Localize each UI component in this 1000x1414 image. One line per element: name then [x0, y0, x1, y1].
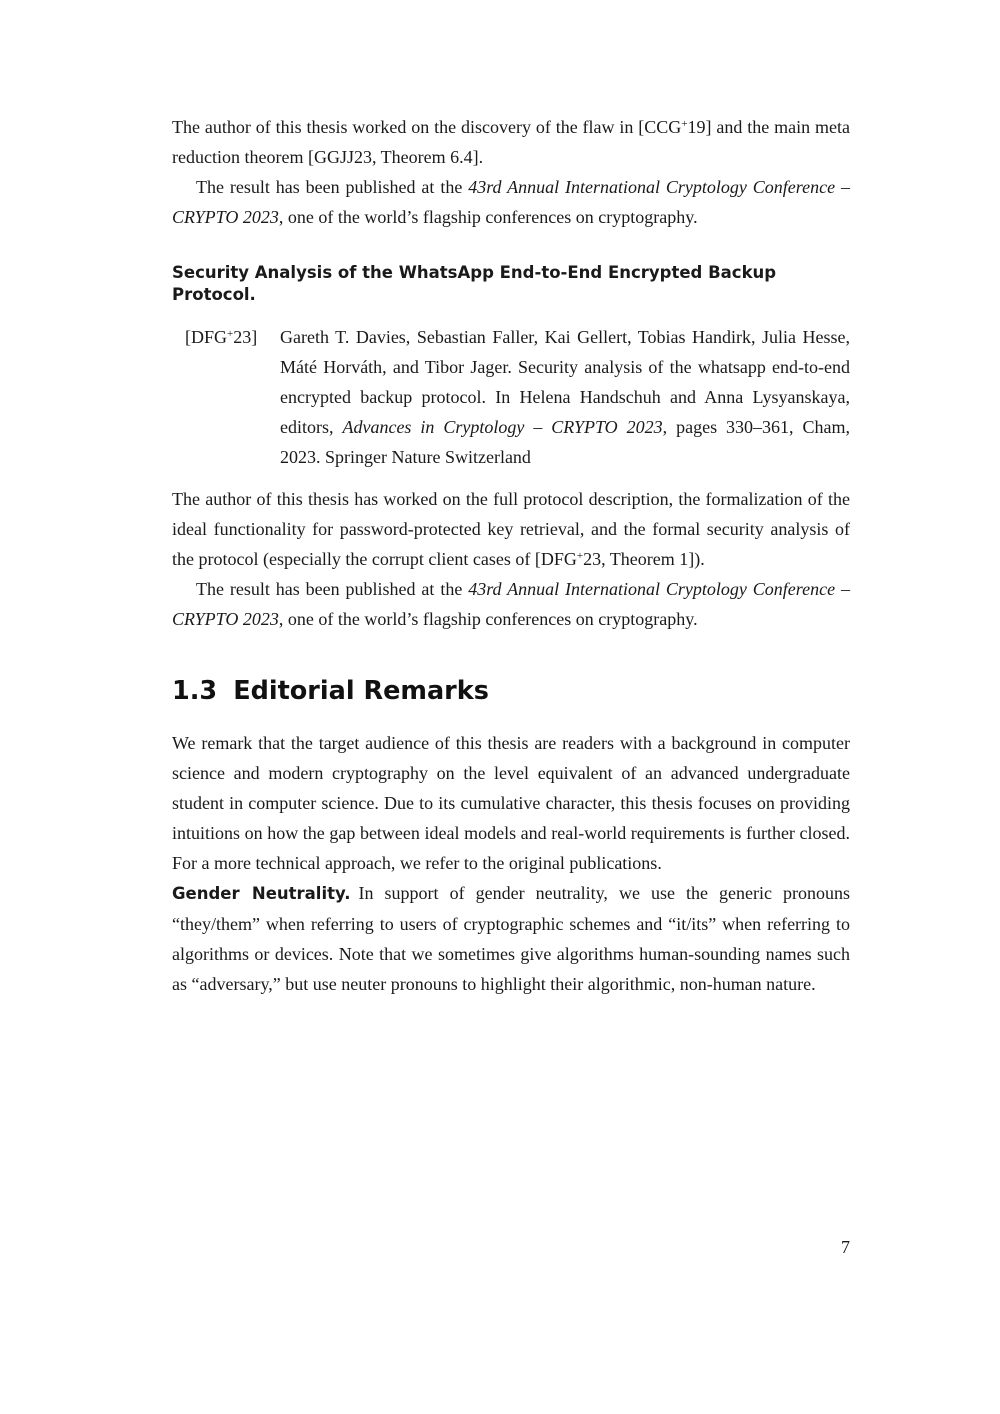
- text-segment: [DFG: [185, 327, 228, 347]
- text-segment: , pages 330–361, Cham, 2023. Springer Nature Switzerland: [280, 417, 851, 467]
- bib-citation-label: [185, 322, 257, 352]
- paragraph-author-contribution-2: [172, 484, 850, 574]
- section-heading-editorial-remarks: [172, 676, 850, 706]
- text-segment: Gareth T. Davies, Sebastian Faller, Kai Gellert, Tobias Handirk, Julia Hesse, Máté Horváth, and Tibor Jager. Security analysis of the whatsapp end-to-end encrypted backup protocol. In Helena Handschuh and Anna Lysyanskaya, editors,: [280, 327, 850, 437]
- paragraph-author-contribution-1: [172, 112, 850, 172]
- italic-proceedings-title: Advances in Cryptology – CRYPTO 2023: [342, 417, 663, 437]
- text-segment: The author of this thesis has worked on the full protocol description, the formalization of the ideal functionality for password-protected key retrieval, and the formal security analysis of the protocol (especially the corrupt client cases of [DFG: [172, 489, 850, 569]
- italic-conference-name: 43rd Annual International Cryptology Conference – CRYPTO 2023: [172, 177, 850, 227]
- bib-entry-text: [280, 327, 850, 467]
- text-segment: The result has been published at the: [196, 177, 469, 197]
- page-content: [172, 112, 850, 999]
- text-segment: The author of this thesis worked on the discovery of the flaw in [CCG: [172, 117, 682, 137]
- superscript-plus: +: [681, 118, 688, 130]
- paragraph-publication-note-1: [172, 172, 850, 232]
- text-segment: In support of gender neutrality, we use the generic pronouns “they/them” when referring to users of cryptographic schemes and “it/its” when referring to algorithms or devices. Note that we sometimes give algorithms human-sounding names such as “adversary,” but use neuter pronouns to highlight their algorithmic, non-human nature.: [172, 883, 850, 994]
- text-segment: , one of the world’s flagship conferences on cryptography.: [278, 609, 698, 629]
- section-title: Editorial Remarks: [233, 676, 489, 706]
- bibliography-entry: [172, 322, 850, 472]
- superscript-plus: +: [576, 550, 584, 562]
- paragraph-gender-neutrality: [172, 878, 850, 999]
- superscript-plus: +: [227, 328, 234, 340]
- text-segment: 23]: [233, 327, 258, 347]
- text-segment: The result has been published at the: [196, 579, 469, 599]
- paragraph-publication-note-2: [172, 574, 850, 634]
- gender-neutrality-lead: Gender Neutrality.: [172, 884, 351, 903]
- page-number: 7: [841, 1237, 850, 1257]
- section-number: 1.3: [172, 676, 218, 706]
- text-segment: 19] and the main meta reduction theorem [GGJJ23, Theorem 6.4].: [172, 117, 850, 167]
- text-segment: , one of the world’s flagship conferences on cryptography.: [278, 207, 698, 227]
- text-segment: 23, Theorem 1]).: [583, 549, 705, 569]
- paragraph-editorial-remarks: We remark that the target audience of this thesis are readers with a background in computer science and modern cryptography on the level equivalent of an advanced undergraduate student in computer science. Due to its cumulative character, this thesis focuses on providing intuitions on how the gap between ideal models and real-world requirements is further closed. For a more technical approach, we refer to the original publications.: [172, 733, 850, 873]
- subsection-heading-whatsapp: Security Analysis of the WhatsApp End-to-End Encrypted Backup Protocol.: [172, 263, 777, 304]
- italic-conference-name: 43rd Annual International Cryptology Conference – CRYPTO 2023: [172, 579, 850, 629]
